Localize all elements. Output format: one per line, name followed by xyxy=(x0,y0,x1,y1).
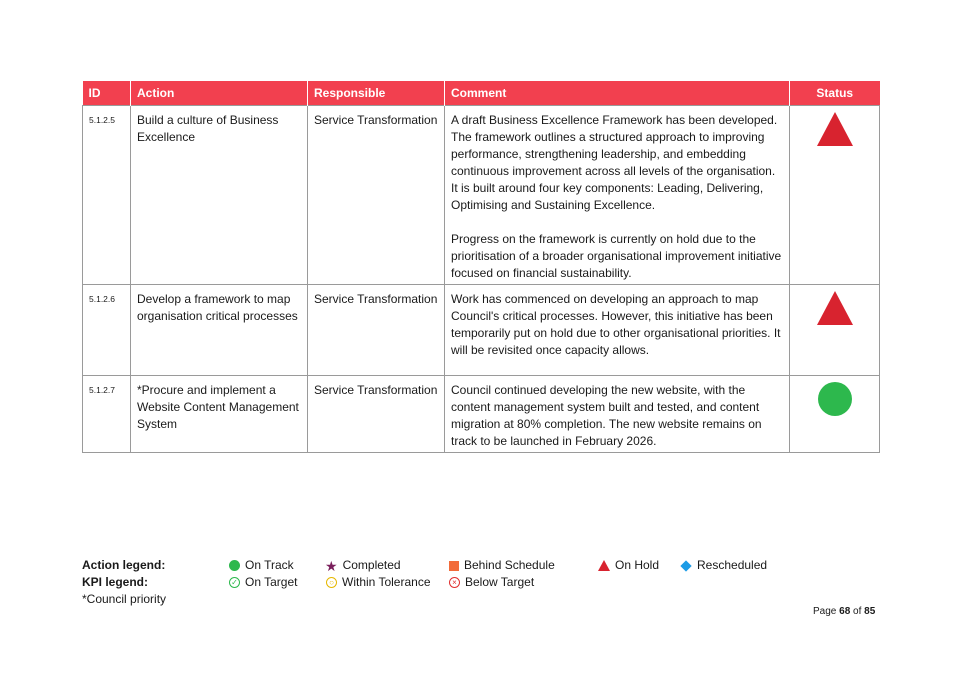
comment-paragraph: Work has commenced on developing an approach to map Council's critical processes. However, this initiative has been temporarily put on hold due to other organisational priorities. It will be revisited once capacity allows. xyxy=(451,292,781,357)
row-comment xyxy=(445,106,790,285)
legend-label: Rescheduled xyxy=(697,558,768,572)
legend-label: Below Target xyxy=(465,575,535,589)
page-total: 85 xyxy=(864,606,876,617)
row-status xyxy=(790,106,880,285)
green-check-circle-icon: ✓ xyxy=(229,577,240,588)
orange-square-icon xyxy=(449,561,459,571)
header-comment: Comment xyxy=(445,81,790,106)
comment-paragraph: A draft Business Excellence Framework has been developed. The framework outlines a structured approach to improving performance, strengthening leadership, and embedding continuous improvement across all levels of the organisation. It is built around four key components: Leading, Delivering, Optimising and Sustaining Excellence. xyxy=(451,113,778,212)
purple-star-icon: ★ xyxy=(325,557,338,574)
kpi-legend-row xyxy=(82,574,802,591)
priority-note-row xyxy=(82,591,282,608)
legend-item-below-target xyxy=(449,574,534,591)
yellow-ring-icon: ○ xyxy=(326,577,337,588)
legend-label: On Hold xyxy=(615,558,660,572)
header-action: Action xyxy=(131,81,308,106)
row-responsible: Service Transformation xyxy=(308,376,445,453)
table-row xyxy=(83,106,880,285)
legend-item-behind-schedule xyxy=(449,557,555,574)
table-row xyxy=(83,285,880,376)
row-status xyxy=(790,376,880,453)
row-id: 5.1.2.7 xyxy=(83,376,131,453)
comment-paragraph: Council continued developing the new website, with the content management system built and tested, and content migration at 80% completion. The new website remains on track to be launched in February 2026. xyxy=(451,383,762,448)
legend-item-within-tolerance xyxy=(326,574,431,591)
legend-label: Behind Schedule xyxy=(464,558,555,572)
red-triangle-icon xyxy=(598,560,610,571)
page-of: of xyxy=(853,606,862,617)
action-legend-row xyxy=(82,557,802,574)
header-responsible: Responsible xyxy=(308,81,445,106)
comment-paragraph: Progress on the framework is currently on hold due to the prioritisation of a broader organisational improvement initiative focused on financial sustainability. xyxy=(451,232,782,280)
council-priority-note: *Council priority xyxy=(82,592,167,606)
on-hold-triangle-icon xyxy=(817,291,853,325)
row-status xyxy=(790,285,880,376)
legend-item-on-target xyxy=(229,574,297,591)
header-id: ID xyxy=(83,81,131,106)
row-responsible: Service Transformation xyxy=(308,285,445,376)
legend-label: Within Tolerance xyxy=(342,575,431,589)
row-action: *Procure and implement a Website Content Management System xyxy=(131,376,308,453)
legend-label: On Target xyxy=(245,575,298,589)
page-number xyxy=(813,606,875,617)
row-comment xyxy=(445,285,790,376)
on-hold-triangle-icon xyxy=(817,112,853,146)
row-responsible: Service Transformation xyxy=(308,106,445,285)
header-status: Status xyxy=(790,81,880,106)
actions-table xyxy=(82,81,880,453)
red-x-circle-icon: × xyxy=(449,577,460,588)
row-comment xyxy=(445,376,790,453)
action-legend-title: Action legend: xyxy=(82,558,166,572)
page-current: 68 xyxy=(839,606,851,617)
kpi-legend-title: KPI legend: xyxy=(82,575,149,589)
row-action: Develop a framework to map organisation critical processes xyxy=(131,285,308,376)
blue-diamond-icon xyxy=(680,560,691,571)
table-header-row xyxy=(83,81,880,106)
legend-item-on-track xyxy=(229,557,294,574)
page-prefix: Page xyxy=(813,606,837,617)
legend-item-rescheduled xyxy=(680,557,767,574)
legend-label: On Track xyxy=(245,558,294,572)
legend-item-on-hold xyxy=(598,557,659,574)
table-row xyxy=(83,376,880,453)
on-track-circle-icon xyxy=(818,382,852,416)
green-circle-icon xyxy=(229,560,240,571)
legend-label: Completed xyxy=(342,558,401,572)
legend-item-completed xyxy=(325,557,401,574)
row-id: 5.1.2.5 xyxy=(83,106,131,285)
row-action: Build a culture of Business Excellence xyxy=(131,106,308,285)
row-id: 5.1.2.6 xyxy=(83,285,131,376)
